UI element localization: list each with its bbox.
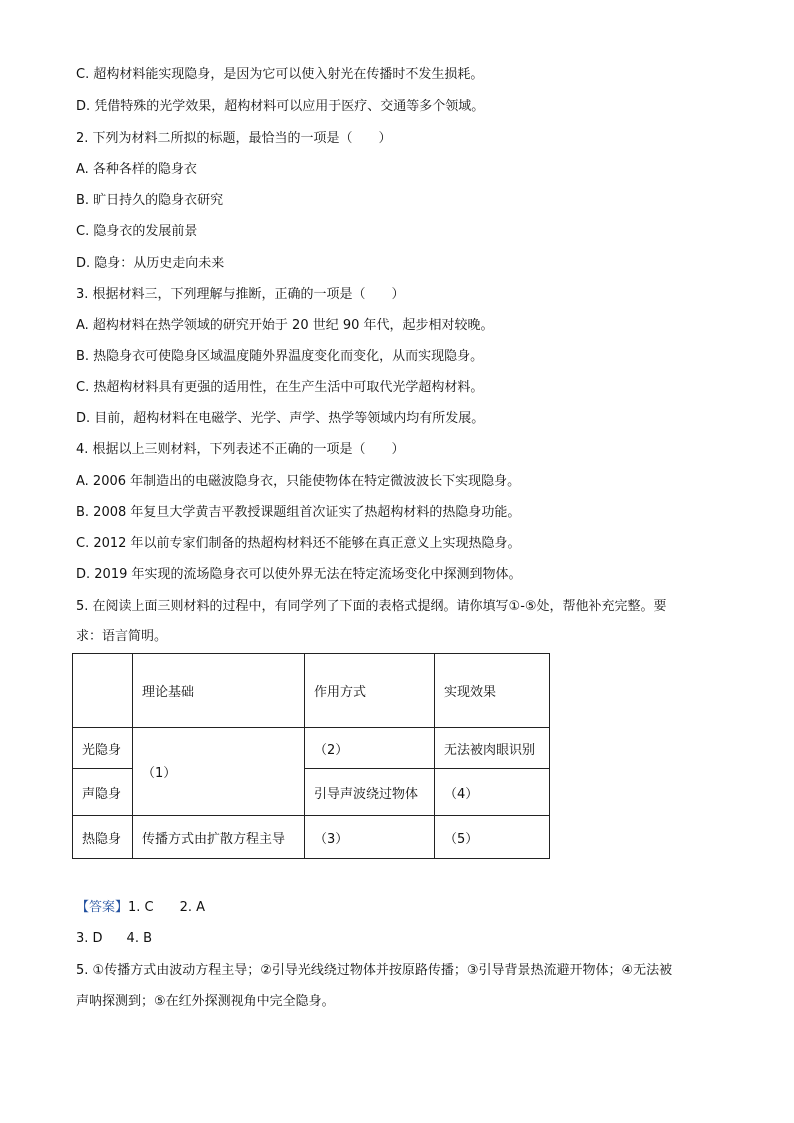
answer-line-2 <box>76 930 152 948</box>
table-cell: 无法被肉眼识别 <box>435 728 550 769</box>
option-text: A. 各种各样的隐身衣 <box>76 162 197 177</box>
table-header-cell: 理论基础 <box>133 654 305 728</box>
table-cell: （1） <box>133 728 305 816</box>
option-text: C. 隐身衣的发展前景 <box>76 224 198 239</box>
answer-4: 4. B <box>126 931 153 946</box>
question-3: 3. 根据材料三，下列理解与推断，正确的一项是（ ） <box>76 287 405 302</box>
table-header-cell: 实现效果 <box>435 654 550 728</box>
table-cell: 传播方式由扩散方程主导 <box>133 816 305 859</box>
option-text: D. 目前，超构材料在电磁学、光学、声学、热学等领域内均有所发展。 <box>76 411 485 426</box>
table-cell: （2） <box>305 728 435 769</box>
table-cell: 引导声波绕过物体 <box>305 769 435 816</box>
option-text: C. 超构材料能实现隐身，是因为它可以使入射光在传播时不发生损耗。 <box>76 67 484 82</box>
option-text: A. 超构材料在热学领域的研究开始于 20 世纪 90 年代，起步相对较晚。 <box>76 318 494 333</box>
answer-tag: 【答案】 <box>76 900 129 915</box>
question-5-cont: 求：语言简明。 <box>76 629 168 644</box>
answer-3: 3. D <box>76 931 103 946</box>
question-5: 5. 在阅读上面三则材料的过程中，有同学列了下面的表格式提纲。请你填写①-⑤处，帮他补充完整。要 <box>76 599 667 614</box>
table-cell: 光隐身 <box>73 728 133 769</box>
option-text: D. 凭借特殊的光学效果，超构材料可以应用于医疗、交通等多个领域。 <box>76 99 485 114</box>
table-cell: （5） <box>435 816 550 859</box>
answer-2: 2. A <box>179 900 206 915</box>
answer-5: 5. ①传播方式由波动方程主导；②引导光线绕过物体并按原路传播；③引导背景热流避开物体；④无法被 <box>76 963 673 978</box>
table-header-row <box>73 654 550 728</box>
option-text: D. 隐身：从历史走向未来 <box>76 256 225 271</box>
answer-5-cont: 声呐探测到；⑤在红外探测视角中完全隐身。 <box>76 994 335 1009</box>
option-text: B. 旷日持久的隐身衣研究 <box>76 193 224 208</box>
table-cell: （4） <box>435 769 550 816</box>
table-row <box>73 816 550 859</box>
option-text: B. 热隐身衣可使隐身区域温度随外界温度变化而变化，从而实现隐身。 <box>76 349 484 364</box>
option-text: C. 2012 年以前专家们制备的热超构材料还不能够在真正意义上实现热隐身。 <box>76 536 521 551</box>
question-4: 4. 根据以上三则材料，下列表述不正确的一项是（ ） <box>76 442 405 457</box>
table-cell: （3） <box>305 816 435 859</box>
question-2: 2. 下列为材料二所拟的标题，最恰当的一项是（ ） <box>76 131 392 146</box>
table-cell: 声隐身 <box>73 769 133 816</box>
option-text: B. 2008 年复旦大学黄吉平教授课题组首次证实了热超构材料的热隐身功能。 <box>76 505 521 520</box>
option-text: C. 热超构材料具有更强的适用性，在生产生活中可取代光学超构材料。 <box>76 380 484 395</box>
table-header-cell: 作用方式 <box>305 654 435 728</box>
answer-line-1 <box>76 899 205 917</box>
table-header-cell <box>73 654 133 728</box>
answer-1: 1. C <box>128 900 154 915</box>
outline-table <box>72 653 550 859</box>
table-row <box>73 728 550 769</box>
option-text: D. 2019 年实现的流场隐身衣可以使外界无法在特定流场变化中探测到物体。 <box>76 567 522 582</box>
table-cell: 热隐身 <box>73 816 133 859</box>
option-text: A. 2006 年制造出的电磁波隐身衣，只能使物体在特定微波波长下实现隐身。 <box>76 474 521 489</box>
